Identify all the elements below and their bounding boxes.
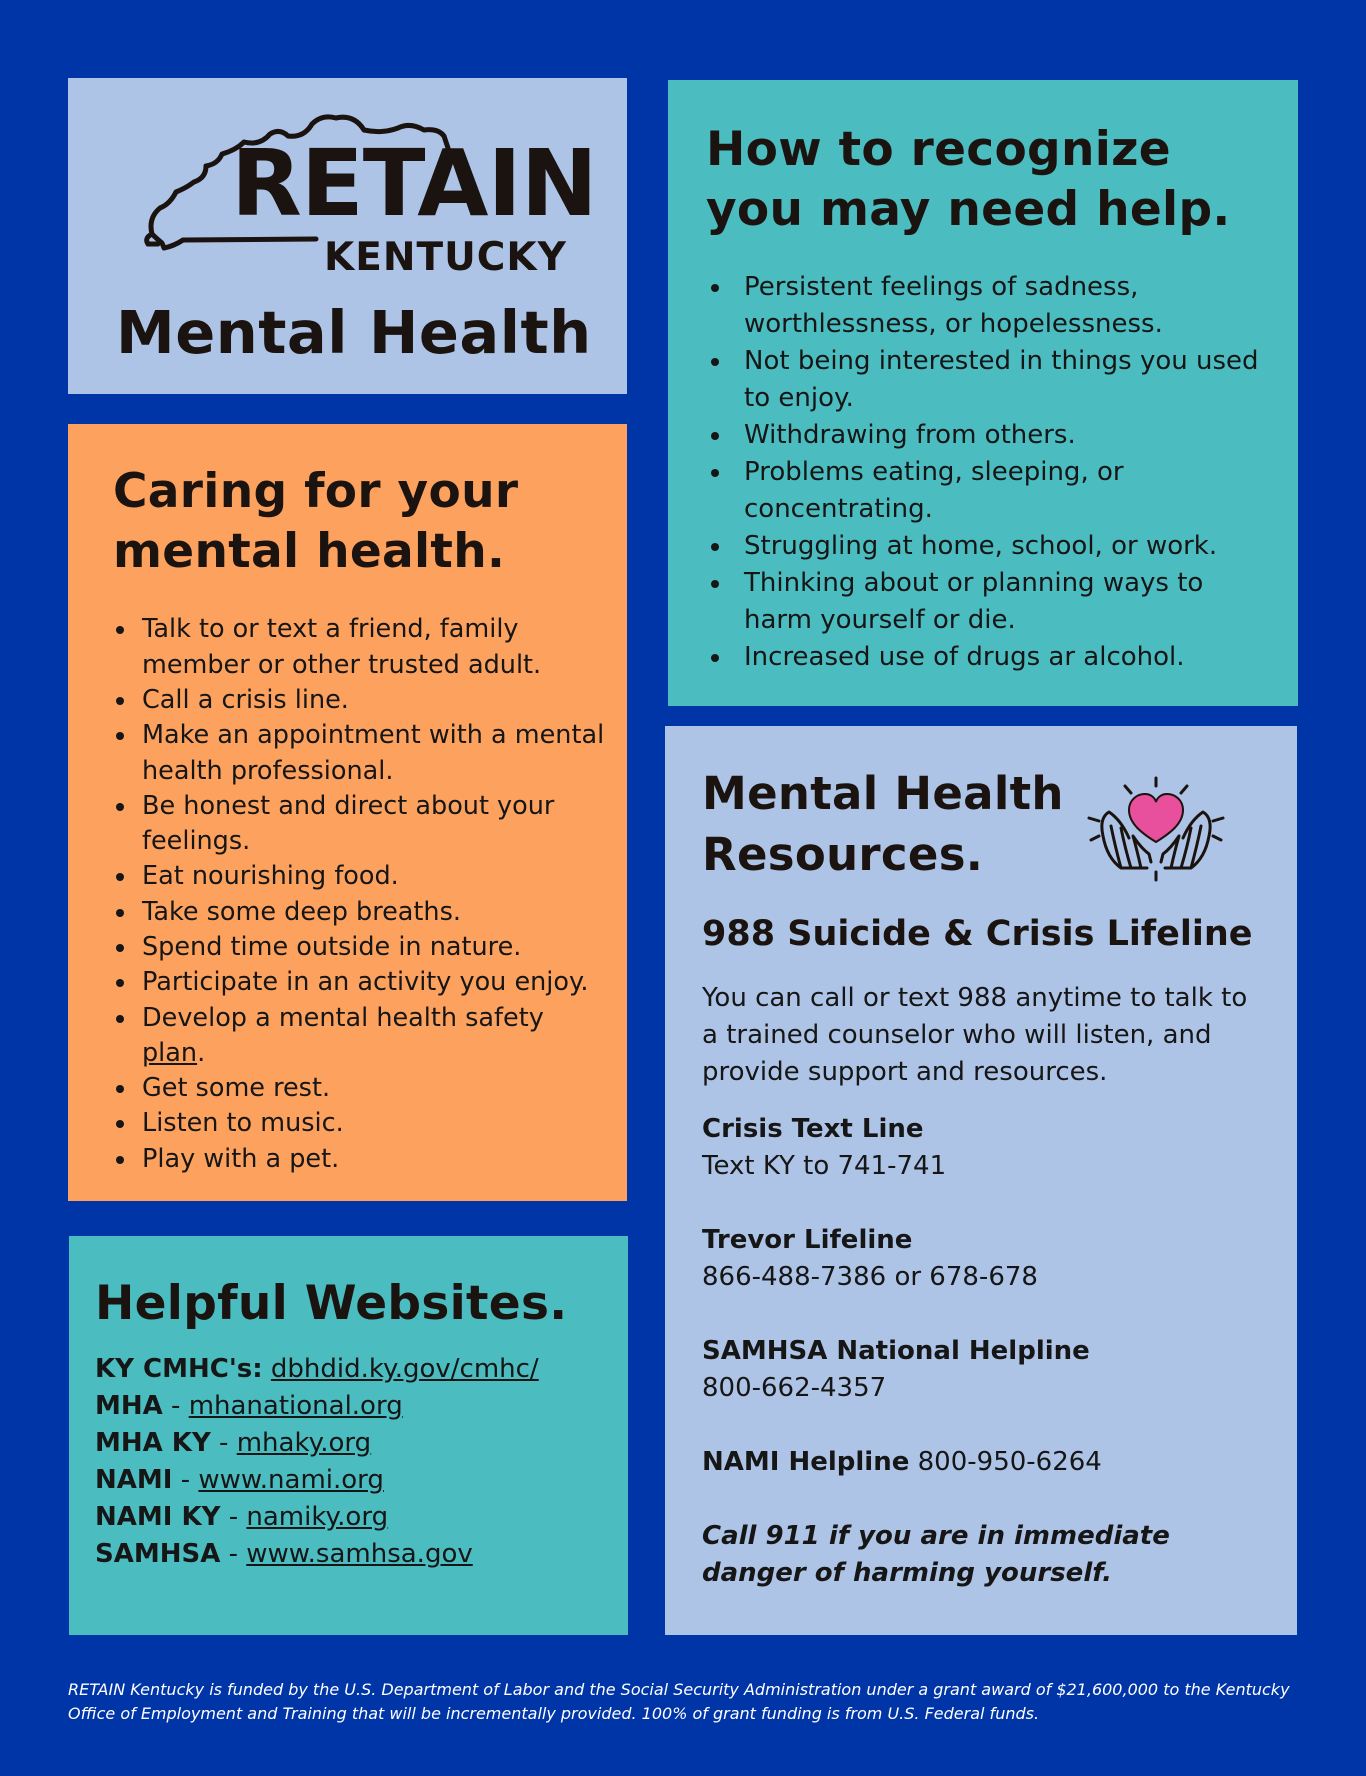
resources-title-line1: Mental Health (702, 767, 1064, 820)
list-item: Problems eating, sleeping, or concentrating. (706, 454, 1262, 528)
website-link[interactable]: www.nami.org (198, 1465, 384, 1496)
recognize-title-line2: you may need help. (706, 181, 1231, 237)
lifeline-title: 988 Suicide & Crisis Lifeline (702, 913, 1253, 954)
website-row (95, 1536, 608, 1573)
safety-plan-text: Develop a mental health safety (142, 1002, 544, 1033)
caring-list (113, 612, 607, 1177)
list-item: Not being interested in things you used to enjoy. (706, 343, 1262, 417)
resources-title-line2: Resources. (702, 827, 984, 881)
lifeline-description: You can call or text 988 anytime to talk to a trained counselor who will listen, and provide support and resources. (702, 982, 1248, 1087)
website-name: KY CMHC's: (95, 1354, 263, 1385)
emergency-notice: Call 911 if you are in immediate danger of harming yourself. (702, 1520, 1170, 1588)
samhsa-helpline-name: SAMHSA National Helpline (702, 1335, 1090, 1366)
list-item: Increased use of drugs ar alcohol. (706, 639, 1262, 676)
list-item: Struggling at home, school, or work. (706, 528, 1262, 565)
website-row (95, 1462, 608, 1499)
list-item: Listen to music. (113, 1106, 607, 1141)
caring-title-line2: mental health. (113, 524, 506, 580)
website-row (95, 1351, 608, 1388)
page-title: Mental Health (116, 298, 592, 367)
website-name: NAMI KY (95, 1502, 221, 1533)
website-row (95, 1425, 608, 1462)
website-separator: - (220, 1539, 247, 1570)
websites-title: Helpful Websites. (95, 1276, 568, 1331)
safety-plan-link[interactable]: plan (142, 1037, 198, 1068)
website-row (95, 1388, 608, 1425)
list-item: Play with a pet. (113, 1142, 607, 1177)
recognize-list (706, 269, 1262, 676)
list-item: Call a crisis line. (113, 683, 607, 718)
list-item: Thinking about or planning ways to harm yourself or die. (706, 565, 1262, 639)
list-item: Get some rest. (113, 1071, 607, 1106)
recognize-panel (668, 80, 1298, 706)
crisis-text-line-name: Crisis Text Line (702, 1113, 924, 1144)
list-item: Participate in an activity you enjoy. (113, 965, 607, 1000)
website-link[interactable]: mhanational.org (188, 1391, 403, 1422)
safety-plan-suffix: . (197, 1037, 206, 1068)
caring-title-line1: Caring for your (113, 464, 519, 519)
samhsa-helpline-value: 800-662-4357 (702, 1372, 887, 1403)
logo-wordmark: RETAIN (231, 130, 597, 237)
recognize-title-line1: How to recognize (706, 122, 1171, 177)
website-link[interactable]: www.samhsa.gov (246, 1539, 473, 1570)
websites-panel (69, 1236, 628, 1635)
list-item-safety-plan (113, 1001, 607, 1072)
website-separator: - (162, 1391, 189, 1422)
website-name: SAMHSA (95, 1539, 221, 1570)
list-item: Withdrawing from others. (706, 417, 1262, 454)
website-separator (263, 1354, 271, 1384)
website-name: NAMI (95, 1465, 173, 1496)
caring-title (113, 462, 607, 582)
nami-helpline (702, 1444, 1267, 1481)
website-link[interactable]: mhaky.org (236, 1428, 372, 1459)
trevor-lifeline-name: Trevor Lifeline (702, 1224, 913, 1255)
trevor-lifeline-value: 866-488-7386 or 678-678 (702, 1261, 1038, 1292)
website-separator: - (210, 1428, 237, 1459)
nami-helpline-name: NAMI Helpline (702, 1446, 910, 1477)
resources-panel (665, 726, 1297, 1635)
list-item: Spend time outside in nature. (113, 930, 607, 965)
website-link[interactable]: namiky.org (246, 1502, 389, 1533)
list-item: Make an appointment with a mental health professional. (113, 718, 607, 789)
logo-state: KENTUCKY (324, 235, 567, 280)
nami-helpline-value: 800-950-6264 (909, 1446, 1102, 1477)
funding-footnote: RETAIN Kentucky is funded by the U.S. Department of Labor and the Social Security Administration under a grant award of $21,600,000 to the Kentucky Office of Employment and Training that will be incrementally provided. 100% of grant funding is from U.S. Federal funds. (68, 1680, 1290, 1723)
website-separator: - (220, 1502, 247, 1533)
list-item: Take some deep breaths. (113, 895, 607, 930)
website-name: MHA KY (95, 1428, 211, 1459)
recognize-title (706, 120, 1262, 239)
samhsa-helpline (702, 1333, 1267, 1407)
website-name: MHA (95, 1391, 163, 1422)
website-link[interactable]: dbhdid.ky.gov/cmhc/ (270, 1354, 539, 1385)
trevor-lifeline (702, 1222, 1267, 1296)
list-item: Be honest and direct about your feelings. (113, 789, 607, 860)
website-row (95, 1499, 608, 1536)
list-item: Talk to or text a friend, family member or other trusted adult. (113, 612, 607, 683)
list-item: Persistent feelings of sadness, worthlessness, or hopelessness. (706, 269, 1262, 343)
list-item: Eat nourishing food. (113, 859, 607, 894)
crisis-text-line-value: Text KY to 741-741 (702, 1150, 947, 1181)
caring-panel (68, 424, 627, 1201)
website-separator: - (172, 1465, 199, 1496)
logo-panel (68, 78, 627, 394)
helping-hands-heart-icon (1081, 776, 1231, 882)
crisis-text-line (702, 1111, 1267, 1185)
website-list (95, 1351, 608, 1573)
